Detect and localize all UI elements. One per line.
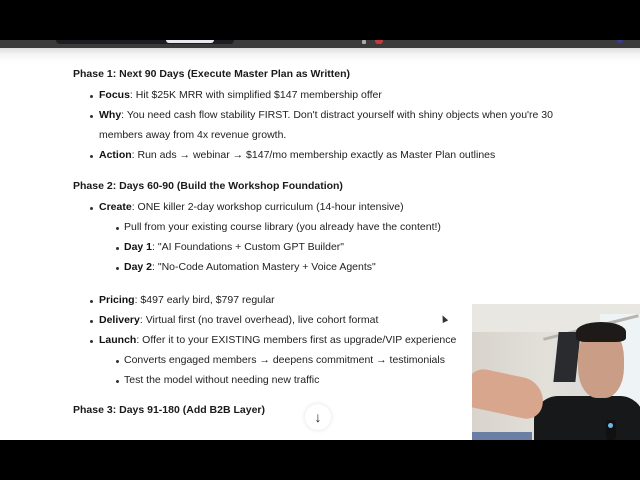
webcam-overlay xyxy=(472,304,640,440)
letterbox-bottom xyxy=(0,440,640,480)
bullet-icon xyxy=(90,300,93,303)
sub-bullet-icon xyxy=(116,380,119,383)
item-label: Create xyxy=(99,201,132,213)
bullet-icon xyxy=(90,155,93,158)
phase-2-title: Phase 2: Days 60-90 (Build the Workshop Foundation) xyxy=(73,180,343,192)
item-text: : You need cash flow stability FIRST. Don't distract yourself with shiny objects when you're 30 xyxy=(121,109,553,121)
list-item xyxy=(99,334,456,346)
toolbar-active-tab[interactable] xyxy=(166,40,214,43)
bullet-icon xyxy=(90,320,93,323)
toolbar-icon[interactable] xyxy=(362,40,366,44)
item-label: Launch xyxy=(99,334,137,346)
item-label: Why xyxy=(99,109,122,121)
item-label: Action xyxy=(99,149,132,161)
list-item xyxy=(99,149,495,161)
item-label: Pricing xyxy=(99,294,135,306)
letterbox-top xyxy=(0,0,640,40)
sub-bullet-icon xyxy=(116,247,119,250)
item-label: Day 2 xyxy=(124,261,153,273)
scroll-to-bottom-button[interactable] xyxy=(305,404,331,430)
sub-list-item: Converts engaged members → deepens commitment → testimonials xyxy=(124,354,445,366)
item-text: : $497 early bird, $797 regular xyxy=(134,294,275,306)
webcam-person-body xyxy=(534,396,640,440)
sub-list-item xyxy=(124,241,344,253)
mouse-cursor-icon xyxy=(440,314,448,323)
item-text: : Hit $25K MRR with simplified $147 membership offer xyxy=(129,89,382,101)
microphone-light-icon xyxy=(608,423,613,428)
list-item xyxy=(99,314,378,326)
list-item-continuation: members away from 4x revenue growth. xyxy=(99,129,287,141)
sub-list-item: Pull from your existing course library (you already have the content!) xyxy=(124,221,441,233)
bullet-icon xyxy=(90,340,93,343)
arrow-down-icon: ↓ xyxy=(314,409,322,425)
phase-3-title: Phase 3: Days 91-180 (Add B2B Layer) xyxy=(73,404,265,416)
webcam-floor xyxy=(472,432,532,440)
list-item xyxy=(99,89,382,101)
webcam-person-hair xyxy=(576,322,626,342)
item-text: : Offer it to your EXISTING members first as upgrade/VIP experience xyxy=(136,334,457,346)
sub-bullet-icon xyxy=(116,360,119,363)
sub-list-item xyxy=(124,261,376,273)
phase-1-title: Phase 1: Next 90 Days (Execute Master Plan as Written) xyxy=(73,68,351,80)
item-text: : Run ads → webinar → $147/mo membership exactly as Master Plan outlines xyxy=(131,149,496,161)
item-label: Delivery xyxy=(99,314,140,326)
item-text: : "No-Code Automation Mastery + Voice Agents" xyxy=(152,261,376,273)
list-item xyxy=(99,294,275,306)
bullet-icon xyxy=(90,115,93,118)
sub-list-item: Test the model without needing new traffic xyxy=(124,374,320,386)
sub-bullet-icon xyxy=(116,267,119,270)
item-label: Day 1 xyxy=(124,241,153,253)
item-label: Focus xyxy=(99,89,130,101)
item-text: : Virtual first (no travel overhead), live cohort format xyxy=(139,314,379,326)
bullet-icon xyxy=(90,207,93,210)
bullet-icon xyxy=(90,95,93,98)
item-text: : ONE killer 2-day workshop curriculum (14-hour intensive) xyxy=(131,201,404,213)
recording-indicator-icon[interactable] xyxy=(375,40,383,44)
list-item xyxy=(99,201,404,213)
item-text: : "AI Foundations + Custom GPT Builder" xyxy=(152,241,345,253)
list-item xyxy=(99,109,553,121)
sub-bullet-icon xyxy=(116,227,119,230)
